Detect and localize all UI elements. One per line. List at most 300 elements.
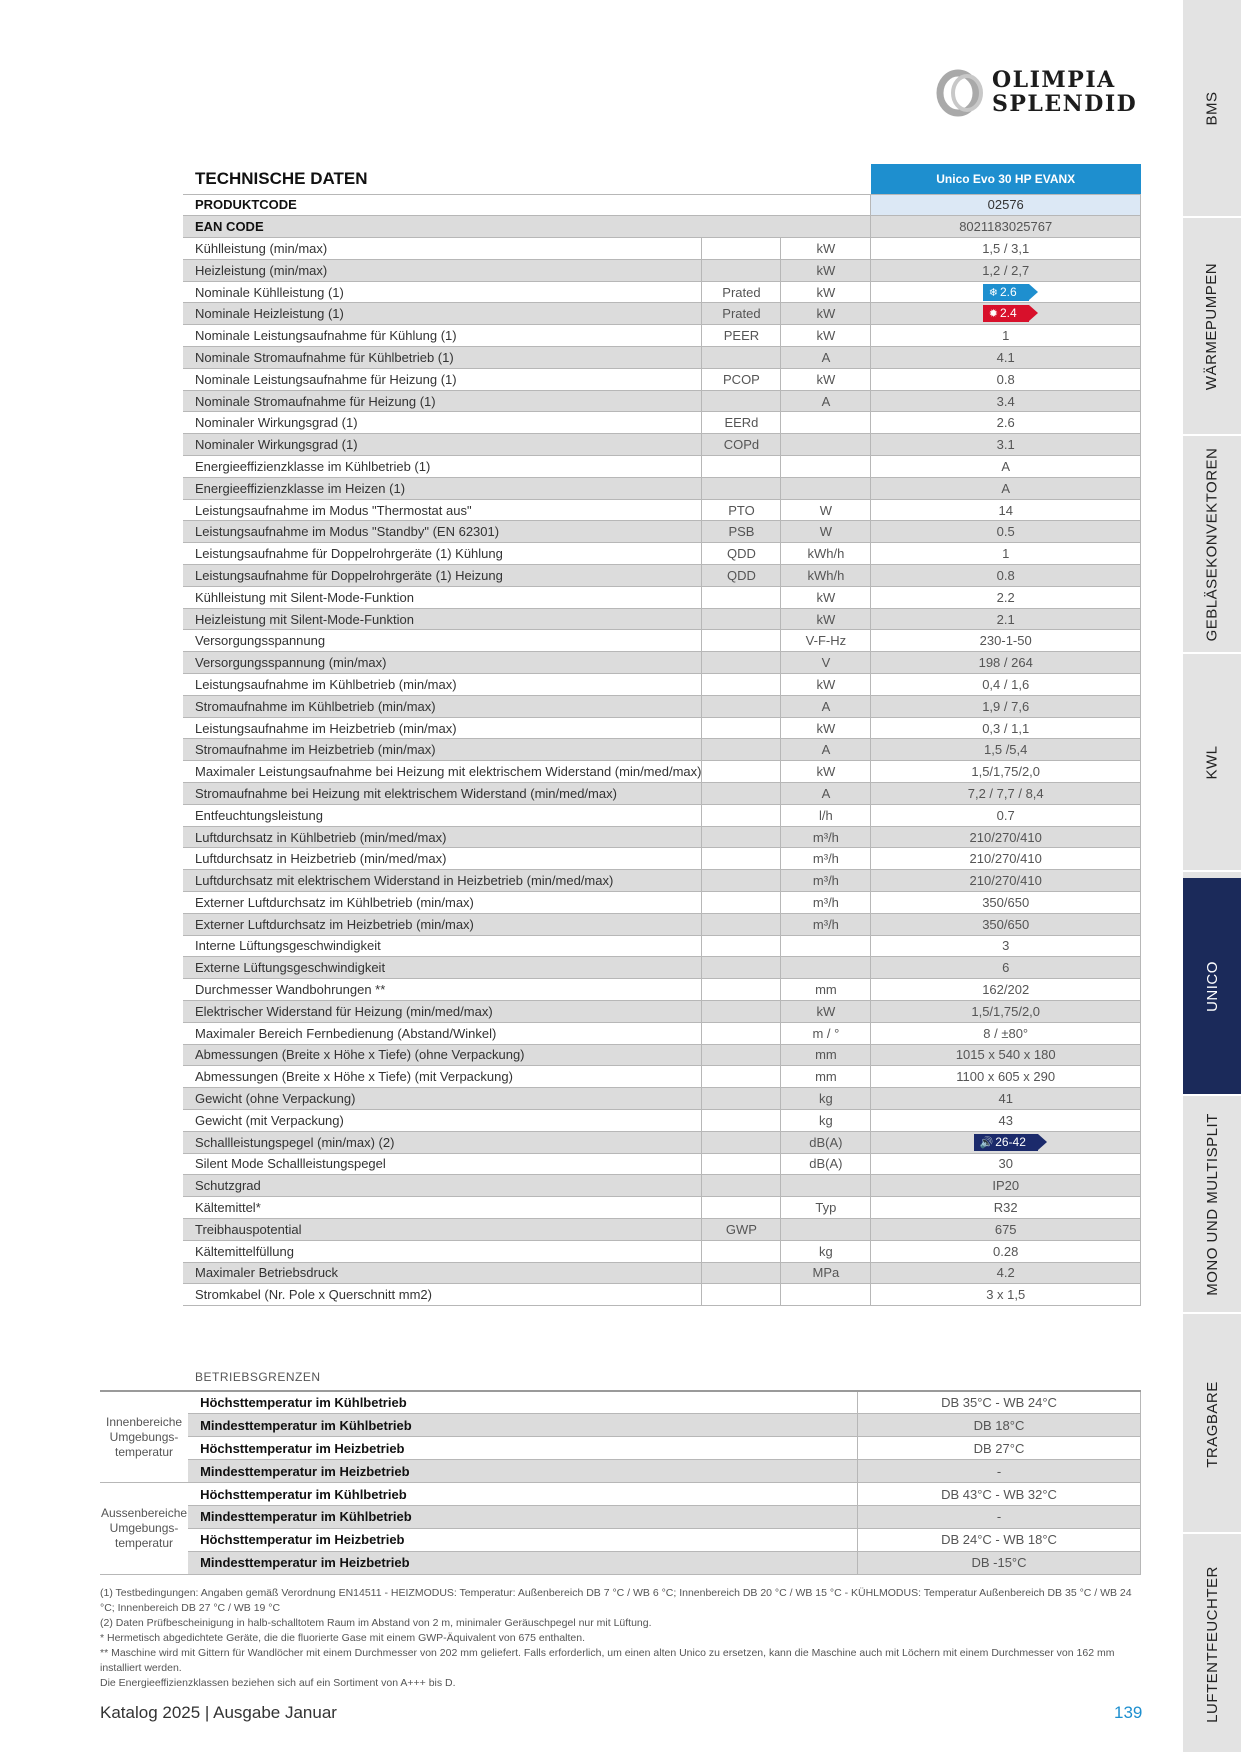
- spec-symbol: Prated: [702, 303, 781, 325]
- table-row: [183, 1044, 1141, 1066]
- spec-label: Leistungsaufnahme für Doppelrohrgeräte (1) Kühlung: [183, 543, 702, 565]
- table-row: [183, 979, 1141, 1001]
- spec-value: IP20: [871, 1175, 1141, 1197]
- limits-value: DB -15°C: [858, 1551, 1141, 1574]
- spec-label: Abmessungen (Breite x Höhe x Tiefe) (mit Verpackung): [183, 1066, 702, 1088]
- table-row: [183, 935, 1141, 957]
- limits-value: DB 24°C - WB 18°C: [858, 1528, 1141, 1551]
- limits-label: Mindesttemperatur im Kühlbetrieb: [188, 1414, 857, 1437]
- tab-bms[interactable]: [1183, 0, 1241, 218]
- spec-symbol: [702, 870, 781, 892]
- table-row: [183, 1218, 1141, 1240]
- limits-label: Höchsttemperatur im Kühlbetrieb: [188, 1483, 857, 1506]
- spec-unit: W: [781, 499, 871, 521]
- spec-label: Schallleistungspegel (min/max) (2): [183, 1131, 702, 1153]
- table-row: [183, 674, 1141, 696]
- spec-value: 8 / ±80°: [871, 1022, 1141, 1044]
- spec-label: Kältemittelfüllung: [183, 1240, 702, 1262]
- table-row: [183, 695, 1141, 717]
- spec-value: 1,5/1,75/2,0: [871, 761, 1141, 783]
- spec-value: 1015 x 540 x 180: [871, 1044, 1141, 1066]
- spec-unit: A: [781, 783, 871, 805]
- snowflake-icon: ❄: [988, 286, 998, 299]
- spec-label: Nominaler Wirkungsgrad (1): [183, 412, 702, 434]
- spec-label: Leistungsaufnahme für Doppelrohrgeräte (1) Heizung: [183, 565, 702, 587]
- limits-row: [100, 1414, 1141, 1437]
- table-row: [183, 434, 1141, 456]
- spec-value: 14: [871, 499, 1141, 521]
- spec-value: 0,4 / 1,6: [871, 674, 1141, 696]
- limits-row: [100, 1551, 1141, 1574]
- table-row: [183, 913, 1141, 935]
- limits-value: DB 18°C: [858, 1414, 1141, 1437]
- spec-unit: kW: [781, 259, 871, 281]
- spec-label: Nominale Leistungsaufnahme für Kühlung (1): [183, 325, 702, 347]
- spec-symbol: [702, 957, 781, 979]
- ean-code-row: [183, 216, 1141, 238]
- table-header-row: [183, 164, 1141, 194]
- limits-row: [100, 1528, 1141, 1551]
- spec-symbol: [702, 848, 781, 870]
- spec-symbol: [702, 1044, 781, 1066]
- spec-label: Elektrischer Widerstand für Heizung (min/med/max): [183, 1000, 702, 1022]
- spec-label: Maximaler Leistungsaufnahme bei Heizung mit elektrischem Widerstand (min/med/max): [183, 761, 702, 783]
- spec-symbol: [702, 630, 781, 652]
- spec-label: Versorgungsspannung: [183, 630, 702, 652]
- ean-code-label: EAN CODE: [183, 216, 871, 238]
- table-row: [183, 1197, 1141, 1219]
- spec-label: Heizleistung mit Silent-Mode-Funktion: [183, 608, 702, 630]
- spec-unit: dB(A): [781, 1153, 871, 1175]
- spec-label: Gewicht (mit Verpackung): [183, 1109, 702, 1131]
- limits-value: DB 43°C - WB 32°C: [858, 1483, 1141, 1506]
- table-row: [183, 848, 1141, 870]
- badge-value: 2.4: [999, 306, 1017, 321]
- table-row: [183, 543, 1141, 565]
- spec-value: 1,5/1,75/2,0: [871, 1000, 1141, 1022]
- table-row: [183, 390, 1141, 412]
- table-row: [183, 456, 1141, 478]
- footnote: (2) Daten Prüfbescheinigung in halb-schalltotem Raum im Abstand von 2 m, minimaler Geräuschpegel nur mit Lüftung.: [100, 1617, 652, 1629]
- spec-unit: [781, 957, 871, 979]
- spec-unit: [781, 935, 871, 957]
- spec-unit: mm: [781, 1044, 871, 1066]
- spec-symbol: EERd: [702, 412, 781, 434]
- tab-waermepumpen[interactable]: [1183, 218, 1241, 436]
- spec-unit: MPa: [781, 1262, 871, 1284]
- table-row: [183, 412, 1141, 434]
- table-row: [183, 238, 1141, 260]
- spec-unit: kW: [781, 674, 871, 696]
- spec-unit: kg: [781, 1109, 871, 1131]
- tab-mono-und-multisplit[interactable]: [1183, 1096, 1241, 1314]
- limits-label: Mindesttemperatur im Kühlbetrieb: [188, 1505, 857, 1528]
- table-row: [183, 477, 1141, 499]
- spec-label: Treibhauspotential: [183, 1218, 702, 1240]
- brand-line2: SPLENDID: [992, 91, 1138, 117]
- technical-data-table: [183, 164, 1141, 1306]
- spec-symbol: PEER: [702, 325, 781, 347]
- spec-symbol: [702, 695, 781, 717]
- spec-label: Luftdurchsatz in Kühlbetrieb (min/med/max): [183, 826, 702, 848]
- spec-symbol: PCOP: [702, 368, 781, 390]
- table-row: [183, 325, 1141, 347]
- spec-value: 210/270/410: [871, 848, 1141, 870]
- spec-symbol: [702, 761, 781, 783]
- limits-label: Höchsttemperatur im Heizbetrieb: [188, 1528, 857, 1551]
- spec-symbol: [702, 1175, 781, 1197]
- spec-value: 162/202: [871, 979, 1141, 1001]
- spec-symbol: PSB: [702, 521, 781, 543]
- spec-unit: A: [781, 739, 871, 761]
- limits-value: -: [858, 1505, 1141, 1528]
- spec-label: Leistungsaufnahme im Modus "Standby" (EN 62301): [183, 521, 702, 543]
- spec-symbol: [702, 892, 781, 914]
- spec-unit: m³/h: [781, 892, 871, 914]
- tab-label: MONO UND MULTISPLIT: [1203, 1112, 1221, 1296]
- table-row: [183, 783, 1141, 805]
- spec-unit: mm: [781, 979, 871, 1001]
- spec-unit: A: [781, 695, 871, 717]
- spec-symbol: [702, 1262, 781, 1284]
- spec-symbol: [702, 1240, 781, 1262]
- spec-value: 1,9 / 7,6: [871, 695, 1141, 717]
- spec-value: 0.8: [871, 565, 1141, 587]
- table-row: [183, 1262, 1141, 1284]
- spec-symbol: [702, 935, 781, 957]
- spec-symbol: [702, 739, 781, 761]
- spec-value: [871, 1131, 1141, 1153]
- spec-symbol: [702, 586, 781, 608]
- spec-label: Luftdurchsatz in Heizbetrieb (min/med/max): [183, 848, 702, 870]
- limits-group-label: Aussenbereiche Umgebungs-temperatur: [100, 1483, 188, 1575]
- tab-label: GEBLÄSEKONVEKTOREN: [1203, 447, 1221, 641]
- operating-limits-title: BETRIEBSGRENZEN: [195, 1370, 321, 1384]
- spec-unit: kg: [781, 1240, 871, 1262]
- spec-unit: V: [781, 652, 871, 674]
- footnote: (1) Testbedingungen: Angaben gemäß Verordnung EN14511 - HEIZMODUS: Temperatur: Außenbereich DB 7 °C / WB 6 °C; Innenbereich DB 20 °C / WB 15 °C - KÜHLMODUS: Temperatur Außenbereich DB 35 °C / WB 24 °C; Innenbereich DB 27 °C / WB 19 °C: [100, 1587, 1132, 1614]
- spec-symbol: [702, 456, 781, 478]
- spec-value: 1,5 / 3,1: [871, 238, 1141, 260]
- spec-unit: kW: [781, 717, 871, 739]
- sun-icon: ✹: [988, 308, 998, 321]
- spec-unit: kW: [781, 281, 871, 303]
- table-row: [183, 957, 1141, 979]
- spec-value: 3.1: [871, 434, 1141, 456]
- spec-symbol: [702, 1088, 781, 1110]
- catalog-edition: Katalog 2025 | Ausgabe Januar: [100, 1703, 337, 1722]
- tab-label: KWL: [1203, 744, 1221, 780]
- product-code-value: 02576: [871, 194, 1141, 216]
- table-title: TECHNISCHE DATEN: [183, 164, 871, 194]
- table-row: [183, 281, 1141, 303]
- spec-value: 210/270/410: [871, 870, 1141, 892]
- spec-symbol: PTO: [702, 499, 781, 521]
- table-row: [183, 1109, 1141, 1131]
- spec-unit: [781, 1218, 871, 1240]
- spec-label: Kühlleistung (min/max): [183, 238, 702, 260]
- spec-symbol: [702, 1000, 781, 1022]
- table-row: [183, 652, 1141, 674]
- spec-symbol: [702, 608, 781, 630]
- spec-label: Nominale Leistungsaufnahme für Heizung (1): [183, 368, 702, 390]
- spec-label: Stromkabel (Nr. Pole x Querschnitt mm2): [183, 1284, 702, 1306]
- badge-value: 2.6: [999, 284, 1017, 299]
- spec-symbol: [702, 1066, 781, 1088]
- tab-label: BMS: [1203, 90, 1221, 126]
- spec-symbol: [702, 1153, 781, 1175]
- spec-label: Stromaufnahme im Kühlbetrieb (min/max): [183, 695, 702, 717]
- spec-unit: m³/h: [781, 870, 871, 892]
- spec-unit: V-F-Hz: [781, 630, 871, 652]
- limits-row: [100, 1391, 1141, 1414]
- spec-label: Schutzgrad: [183, 1175, 702, 1197]
- spec-symbol: QDD: [702, 543, 781, 565]
- limits-row: [100, 1505, 1141, 1528]
- table-row: [183, 1088, 1141, 1110]
- limits-group-label: Innenbereiche Umgebungs-temperatur: [100, 1391, 188, 1483]
- spec-value: 4.1: [871, 347, 1141, 369]
- spec-value: 30: [871, 1153, 1141, 1175]
- table-row: [183, 1240, 1141, 1262]
- spec-label: Leistungsaufnahme im Heizbetrieb (min/max): [183, 717, 702, 739]
- spec-label: Entfeuchtungsleistung: [183, 804, 702, 826]
- spec-label: Versorgungsspannung (min/max): [183, 652, 702, 674]
- tab-label: TRAGBARE: [1203, 1380, 1221, 1468]
- spec-label: Luftdurchsatz mit elektrischem Widerstand in Heizbetrieb (min/med/max): [183, 870, 702, 892]
- spec-value: A: [871, 477, 1141, 499]
- spec-symbol: COPd: [702, 434, 781, 456]
- table-row: [183, 1022, 1141, 1044]
- spec-value: [871, 303, 1141, 325]
- spec-value: 0.28: [871, 1240, 1141, 1262]
- spec-label: Maximaler Betriebsdruck: [183, 1262, 702, 1284]
- spec-unit: m³/h: [781, 848, 871, 870]
- table-row: [183, 586, 1141, 608]
- spec-unit: kW: [781, 238, 871, 260]
- spec-label: Energieeffizienzklasse im Heizen (1): [183, 477, 702, 499]
- spec-symbol: [702, 1284, 781, 1306]
- brand-logo: [936, 68, 1142, 120]
- spec-unit: kW: [781, 761, 871, 783]
- spec-label: Durchmesser Wandbohrungen **: [183, 979, 702, 1001]
- spec-unit: [781, 412, 871, 434]
- limits-row: [100, 1483, 1141, 1506]
- spec-unit: kW: [781, 368, 871, 390]
- footnote: ** Maschine wird mit Gittern für Wandlöcher mit einem Durchmesser von 202 mm geliefert. Falls erforderlich, um einen alten Unico zu ersetzen, kann die Maschine auch mit Löchern mit einem Durchmesser von 162 mm installiert werden.: [100, 1647, 1115, 1674]
- spec-unit: l/h: [781, 804, 871, 826]
- table-row: [183, 717, 1141, 739]
- spec-symbol: [702, 804, 781, 826]
- spec-value: 43: [871, 1109, 1141, 1131]
- spec-label: Stromaufnahme bei Heizung mit elektrischem Widerstand (min/med/max): [183, 783, 702, 805]
- spec-label: Energieeffizienzklasse im Kühlbetrieb (1): [183, 456, 702, 478]
- spec-value: 0.8: [871, 368, 1141, 390]
- spec-value: 0.7: [871, 804, 1141, 826]
- spec-label: Nominaler Wirkungsgrad (1): [183, 434, 702, 456]
- spec-value: 1,5 /5,4: [871, 739, 1141, 761]
- tab-unico[interactable]: [1183, 878, 1241, 1096]
- table-row: [183, 1153, 1141, 1175]
- spec-label: Maximaler Bereich Fernbedienung (Abstand/Winkel): [183, 1022, 702, 1044]
- limits-label: Höchsttemperatur im Heizbetrieb: [188, 1437, 857, 1460]
- rating-badge: [974, 1134, 1038, 1151]
- table-row: [183, 804, 1141, 826]
- spec-unit: kW: [781, 1000, 871, 1022]
- spec-value: 1: [871, 325, 1141, 347]
- footnote: Die Energieeffizienzklassen beziehen sich auf ein Sortiment von A+++ bis D.: [100, 1677, 456, 1689]
- spec-label: Stromaufnahme im Heizbetrieb (min/max): [183, 739, 702, 761]
- spec-unit: [781, 1284, 871, 1306]
- spec-label: Kühlleistung mit Silent-Mode-Funktion: [183, 586, 702, 608]
- spec-symbol: [702, 1022, 781, 1044]
- spec-value: 3 x 1,5: [871, 1284, 1141, 1306]
- limits-label: Mindesttemperatur im Heizbetrieb: [188, 1551, 857, 1574]
- speaker-icon: 🔊: [979, 1136, 994, 1149]
- table-row: [183, 521, 1141, 543]
- table-row: [183, 1284, 1141, 1306]
- table-row: [183, 1000, 1141, 1022]
- spec-symbol: [702, 979, 781, 1001]
- rating-badge: [983, 284, 1029, 301]
- spec-unit: kW: [781, 586, 871, 608]
- spec-value: 0,3 / 1,1: [871, 717, 1141, 739]
- spec-symbol: [702, 783, 781, 805]
- table-row: [183, 303, 1141, 325]
- limits-value: DB 35°C - WB 24°C: [858, 1391, 1141, 1414]
- spec-value: 675: [871, 1218, 1141, 1240]
- table-row: [183, 892, 1141, 914]
- table-row: [183, 1175, 1141, 1197]
- spec-value: 350/650: [871, 892, 1141, 914]
- spec-label: Nominale Kühlleistung (1): [183, 281, 702, 303]
- table-row: [183, 259, 1141, 281]
- spec-value: [871, 281, 1141, 303]
- spec-value: 2.6: [871, 412, 1141, 434]
- tab-geblaesekonvektoren[interactable]: [1183, 436, 1241, 654]
- section-tabs: [1183, 0, 1241, 1754]
- table-row: [183, 368, 1141, 390]
- tab-tragbare[interactable]: [1183, 1316, 1241, 1534]
- limits-row: [100, 1460, 1141, 1483]
- table-row: [183, 565, 1141, 587]
- table-row: [183, 1066, 1141, 1088]
- tab-label: LUFTENTFEUCHTER: [1203, 1565, 1221, 1723]
- table-row: [183, 739, 1141, 761]
- limits-value: -: [858, 1460, 1141, 1483]
- spec-symbol: [702, 826, 781, 848]
- tab-kwl[interactable]: [1183, 654, 1241, 872]
- spec-value: A: [871, 456, 1141, 478]
- spec-unit: kW: [781, 608, 871, 630]
- spec-value: 210/270/410: [871, 826, 1141, 848]
- spec-label: Abmessungen (Breite x Höhe x Tiefe) (ohne Verpackung): [183, 1044, 702, 1066]
- spec-unit: W: [781, 521, 871, 543]
- spec-symbol: [702, 674, 781, 696]
- spec-symbol: [702, 652, 781, 674]
- spec-symbol: [702, 1197, 781, 1219]
- table-row: [183, 608, 1141, 630]
- spec-value: 3.4: [871, 390, 1141, 412]
- spec-unit: kW: [781, 325, 871, 347]
- spec-value: 6: [871, 957, 1141, 979]
- footnotes: [100, 1586, 1140, 1691]
- operating-limits-table: [100, 1390, 1141, 1575]
- spec-symbol: [702, 259, 781, 281]
- spec-unit: kW: [781, 303, 871, 325]
- spec-unit: A: [781, 390, 871, 412]
- table-row: [183, 630, 1141, 652]
- tab-luftentfeuchter[interactable]: [1183, 1536, 1241, 1754]
- product-code-row: [183, 194, 1141, 216]
- spec-unit: A: [781, 347, 871, 369]
- spec-value: 4.2: [871, 1262, 1141, 1284]
- table-row: [183, 1131, 1141, 1153]
- spec-value: 198 / 264: [871, 652, 1141, 674]
- spec-unit: [781, 1175, 871, 1197]
- table-row: [183, 826, 1141, 848]
- table-row: [183, 347, 1141, 369]
- spec-unit: mm: [781, 1066, 871, 1088]
- rating-badge: [983, 305, 1029, 322]
- brand-logo-mark-icon: [936, 68, 990, 118]
- spec-symbol: QDD: [702, 565, 781, 587]
- spec-symbol: [702, 1131, 781, 1153]
- spec-label: Interne Lüftungsgeschwindigkeit: [183, 935, 702, 957]
- limits-label: Mindesttemperatur im Heizbetrieb: [188, 1460, 857, 1483]
- spec-unit: [781, 456, 871, 478]
- spec-label: Leistungsaufnahme im Kühlbetrieb (min/max): [183, 674, 702, 696]
- limits-row: [100, 1437, 1141, 1460]
- badge-value: 26-42: [995, 1134, 1026, 1149]
- spec-symbol: [702, 390, 781, 412]
- table-row: [183, 870, 1141, 892]
- spec-value: R32: [871, 1197, 1141, 1219]
- spec-unit: m³/h: [781, 826, 871, 848]
- spec-value: 41: [871, 1088, 1141, 1110]
- spec-label: Silent Mode Schallleistungspegel: [183, 1153, 702, 1175]
- spec-value: 1100 x 605 x 290: [871, 1066, 1141, 1088]
- spec-label: Nominale Stromaufnahme für Heizung (1): [183, 390, 702, 412]
- spec-label: Nominale Stromaufnahme für Kühlbetrieb (1): [183, 347, 702, 369]
- table-row: [183, 761, 1141, 783]
- spec-value: 1: [871, 543, 1141, 565]
- page-number: 139: [1114, 1703, 1143, 1722]
- spec-symbol: [702, 913, 781, 935]
- spec-unit: Typ: [781, 1197, 871, 1219]
- spec-symbol: [702, 347, 781, 369]
- spec-value: 350/650: [871, 913, 1141, 935]
- product-code-label: PRODUKTCODE: [183, 194, 871, 216]
- spec-value: 230-1-50: [871, 630, 1141, 652]
- brand-line1: OLIMPIA: [992, 67, 1116, 93]
- spec-value: 3: [871, 935, 1141, 957]
- spec-unit: kWh/h: [781, 543, 871, 565]
- spec-value: 2.2: [871, 586, 1141, 608]
- tab-label: WÄRMEPUMPEN: [1203, 262, 1221, 390]
- spec-unit: kg: [781, 1088, 871, 1110]
- limits-label: Höchsttemperatur im Kühlbetrieb: [188, 1391, 857, 1414]
- spec-label: Kältemittel*: [183, 1197, 702, 1219]
- spec-unit: kWh/h: [781, 565, 871, 587]
- spec-value: 1,2 / 2,7: [871, 259, 1141, 281]
- spec-unit: [781, 434, 871, 456]
- spec-unit: dB(A): [781, 1131, 871, 1153]
- spec-value: 7,2 / 7,7 / 8,4: [871, 783, 1141, 805]
- spec-label: Gewicht (ohne Verpackung): [183, 1088, 702, 1110]
- limits-value: DB 27°C: [858, 1437, 1141, 1460]
- footnote: * Hermetisch abgedichtete Geräte, die die fluorierte Gase mit einem GWP-Äquivalent von 675 enthalten.: [100, 1632, 586, 1644]
